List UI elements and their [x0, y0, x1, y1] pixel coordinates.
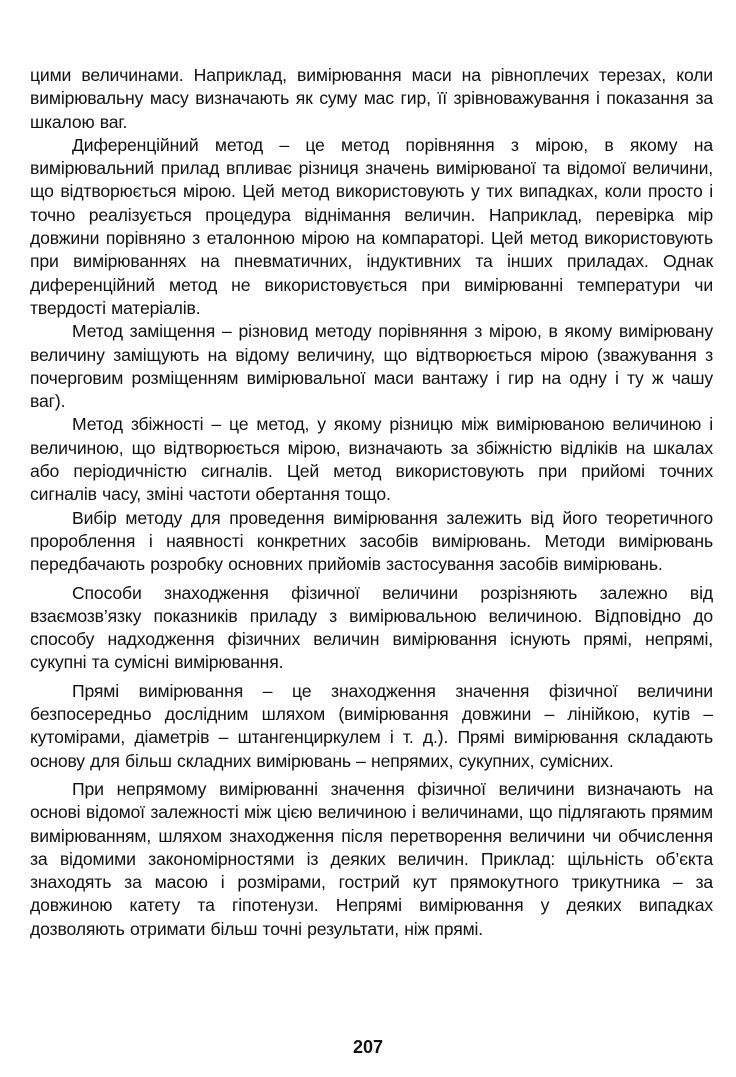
paragraph-indirect-measurements: При непрямому вимірюванні значення фізичної величини визначають на основі відомої залежності між цією величиною і величинами, що підлягають прямим вимірюванням, шляхом знаходження після перетворення величини чи обчислення за відомими закономірностями із деяких величин. Приклад: щільність об’єкта знаходять за масою і розмірами, гострий кут прямокутного трикутника – за довжиною катету та гіпотенузи. Непрямі вимірювання у деяких випадках дозволяють отримати більш точні результати, ніж прямі.	[30, 778, 713, 939]
page-number: 207	[352, 1037, 384, 1057]
paragraph-direct-measurements: Прямі вимірювання – це знаходження значення фізичної величини безпосередньо дослідним шляхом (вимірювання довжини – лінійкою, кутів – кутомірами, діаметрів – штангенциркулем і т. д.). Прямі вимірювання складають основу для більш складних вимірювань – непрямих, сукупних, сумісних.	[30, 680, 713, 771]
paragraph-coincidence-method: Метод збіжності – це метод, у якому різницю між вимірюваною величиною і величиною, що відтворюється мірою, визначають за збіжністю відліків на шкалах або періодичністю сигналів. Цей метод використовують при прийомі точних сигналів часу, зміні частоти обертання тощо.	[30, 414, 713, 505]
paragraph-differential-method: Диференційний метод – це метод порівняння з мірою, в якому на вимірювальний прилад впливає різниця значень вимірюваної та відомої величини, що відтворюється мірою. Цей метод використовують у тих випадках, коли просто і точно реалізується процедура віднімання величин. Наприклад, перевірка мір довжини порівняно з еталонною мірою на компараторі. Цей метод використовують при вимірюваннях на пневматичних, індуктивних та інших приладах. Однак диференційний метод не використовується при вимірюванні температури чи твердості матеріалів.	[30, 134, 713, 318]
paragraph-substitution-method: Метод заміщення – різновид методу порівняння з мірою, в якому вимірювану величину заміщують на відому величину, що відтворюється мірою (зважування з почерговим розміщенням вимірювальної маси вантажу і гир на одну і ту ж чашу ваг).	[30, 321, 713, 412]
paragraph-method-choice: Вибір методу для проведення вимірювання залежить від його теоретичного пророблення і наявності конкретних засобів вимірювань. Методи вимірювань передбачають розробку основних прийомів застосування засобів вимірювань.	[30, 507, 713, 575]
paragraph-continuation: цими величинами. Наприклад, вимірювання маси на рівноплечих терезах, коли вимірювальну масу визначають як суму мас гир, її зрівноважування і показання за шкалою ваг.	[30, 65, 713, 132]
body-text	[30, 64, 713, 941]
paragraph-finding-methods: Способи знаходження фізичної величини розрізняють залежно від взаємозв’язку показників приладу з вимірювальною величиною. Відповідно до способу надходження фізичних величин вимірювання існують прямі, непрямі, сукупні та сумісні вимірювання.	[30, 582, 713, 673]
